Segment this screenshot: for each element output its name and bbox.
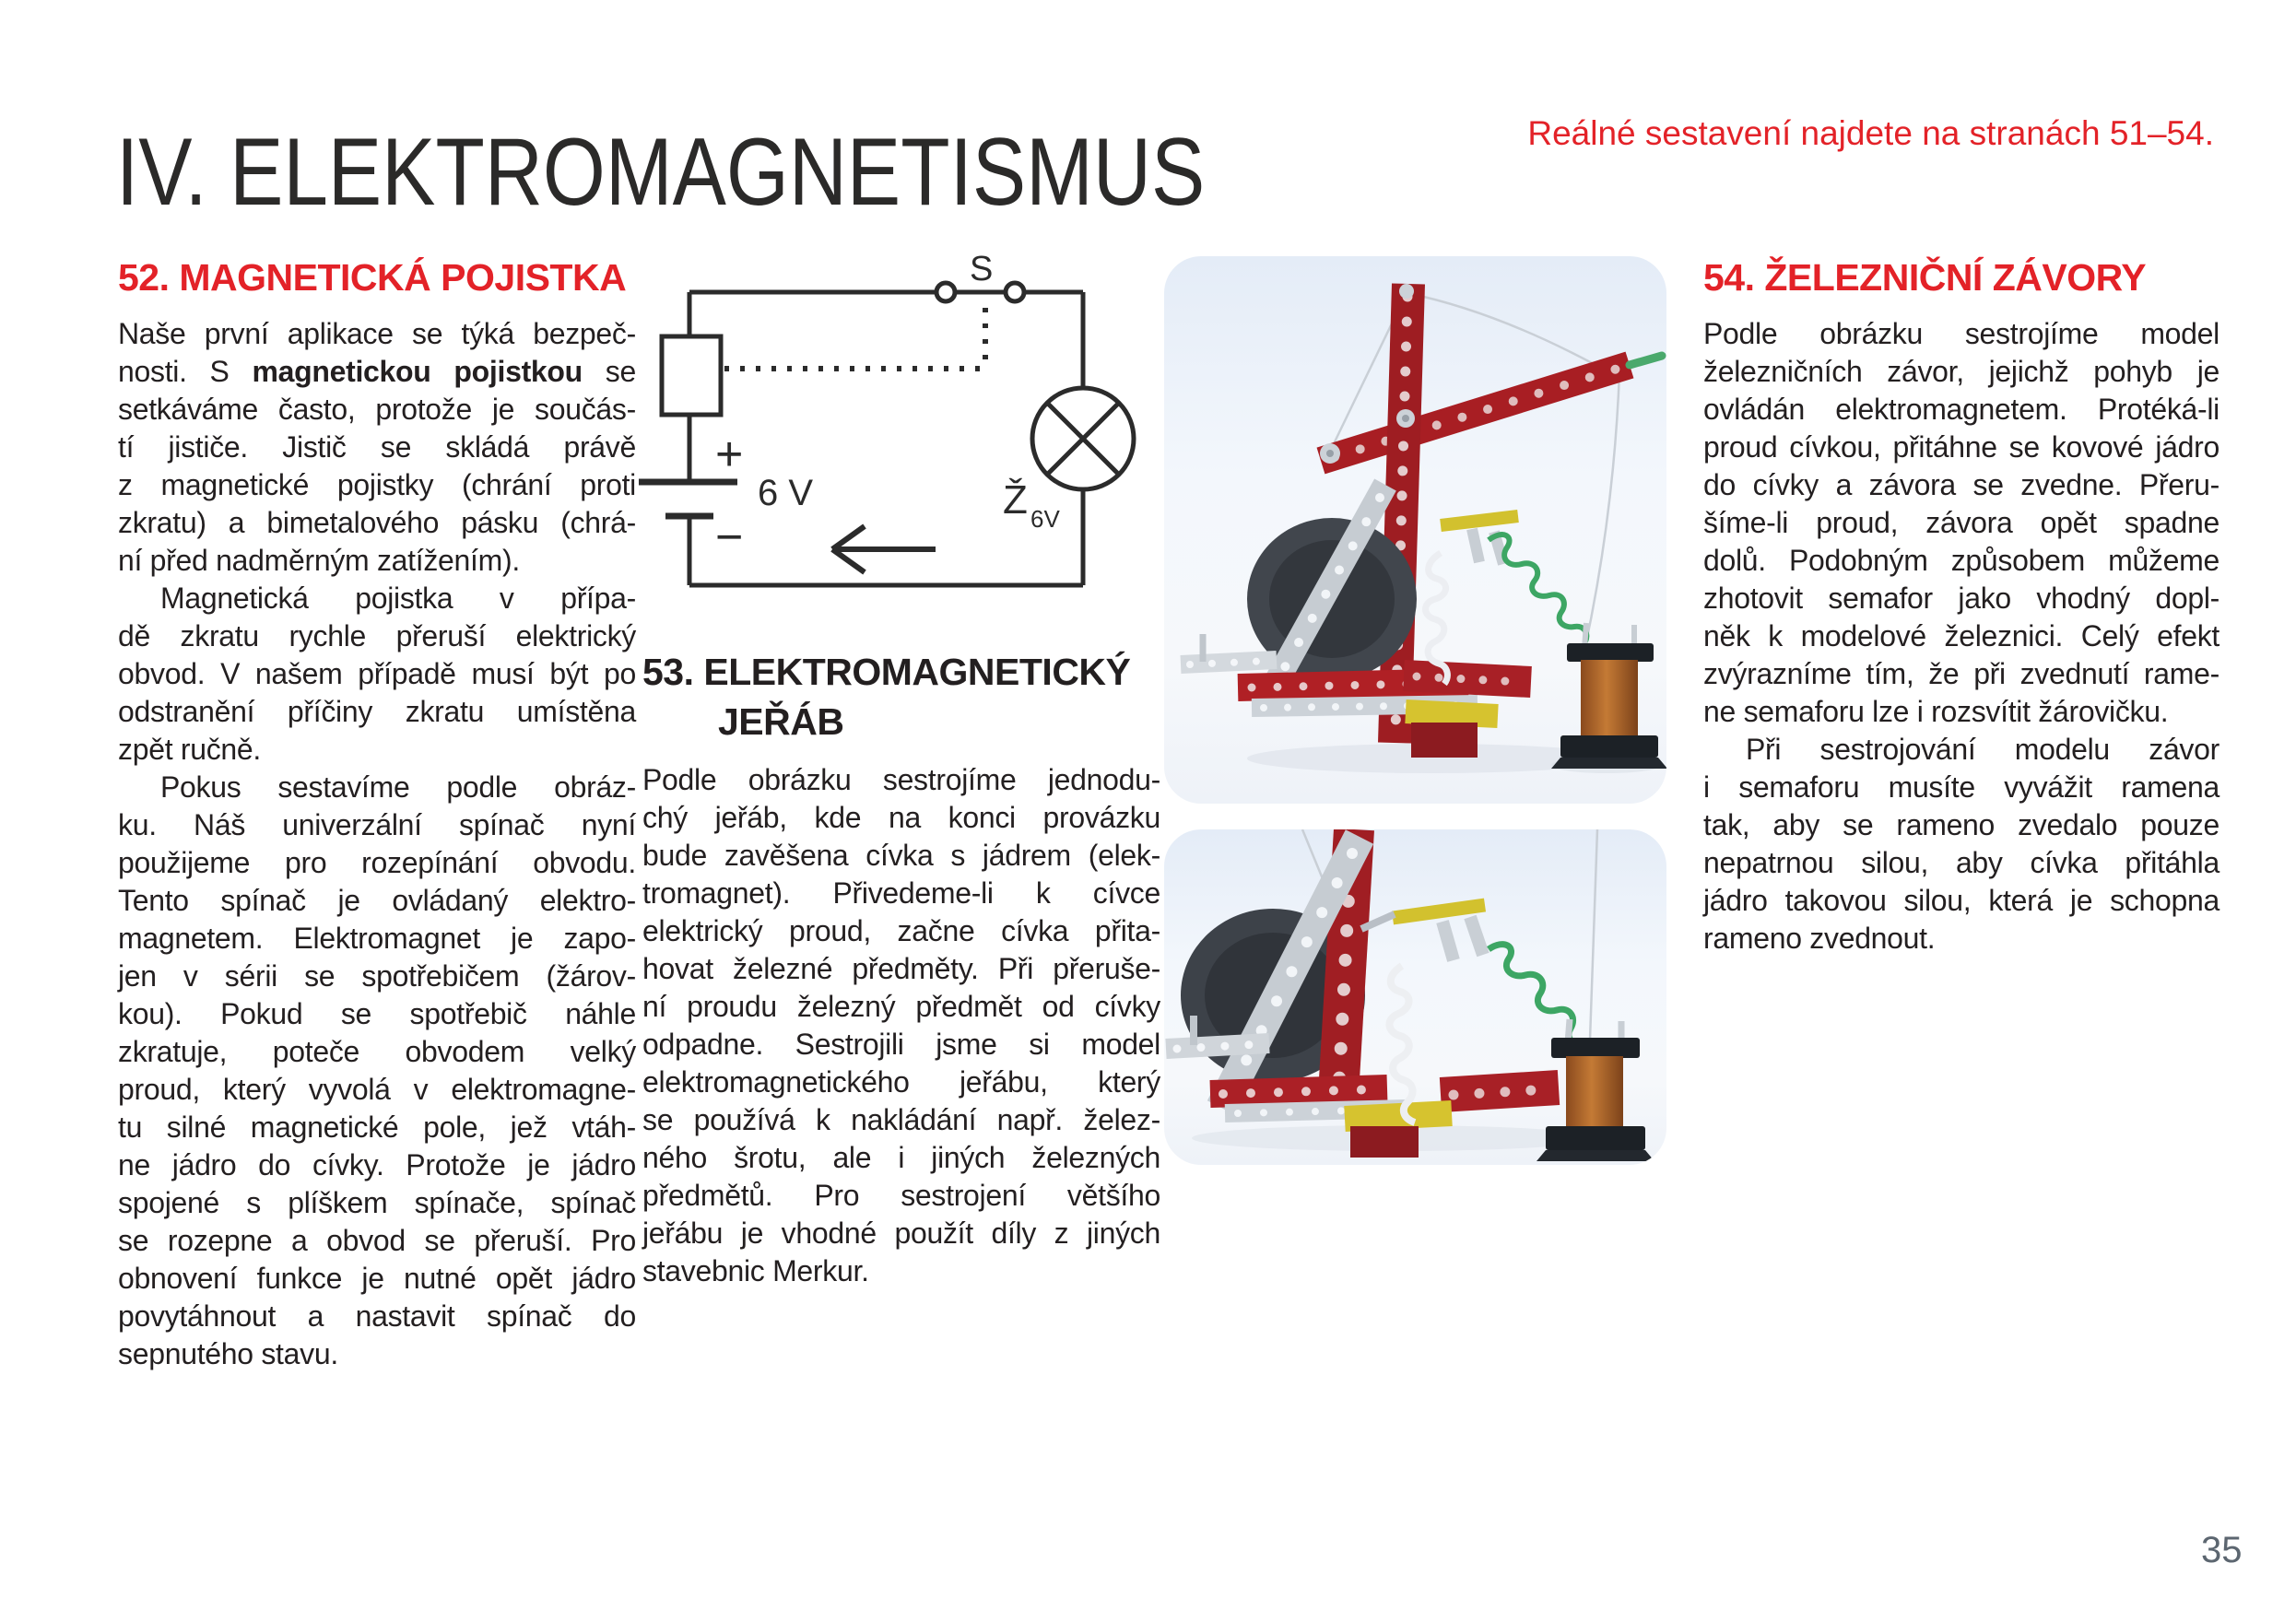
base-strip-left [1181, 660, 1277, 664]
yellow-plate [1406, 711, 1498, 716]
bold-text-segment: magnetickou pojistkou [252, 355, 583, 388]
text-line: setkáváme často, protože je součás- [118, 393, 636, 426]
text-line: bude zavěšena cívka s jádrem (elek- [642, 839, 1160, 872]
text-line: obnovení funkce je nutné opět jádro [118, 1262, 636, 1295]
base-strip-left [1166, 1043, 1269, 1049]
section-53-heading-line1: 53. ELEKTROMAGNETICKÝ [642, 651, 1131, 693]
text-line: předmětů. Pro sestrojení většího [642, 1179, 1160, 1212]
text-line: jádro takovou silou, která je schopna [1703, 884, 2219, 917]
red-plate [1404, 676, 1531, 682]
text-line: chý jeřáb, kde na konci provázku [642, 801, 1160, 834]
current-arrow-icon [832, 526, 936, 572]
circuit-diagram [636, 232, 1154, 629]
text-line: Pokus sestavíme podle obráz- [160, 770, 636, 804]
text-line: ní proudu železný předmět od cívky [642, 990, 1160, 1023]
text-line: sepnutého stavu. [118, 1337, 338, 1370]
text-line: tí jističe. Jistič se skládá právě [118, 430, 636, 464]
text-line: magnetem. Elektromagnet je zapo- [118, 922, 636, 955]
fuse-coil-symbol [662, 336, 721, 415]
text-line: jen v sérii se spotřebičem (žárov- [118, 959, 636, 993]
text-line: i semaforu musíte vyvážit ramena [1703, 770, 2219, 804]
text-line: použijeme pro rozepínání obvodu. [118, 846, 636, 879]
text-line: Naše první aplikace se týká bezpeč- [118, 317, 636, 350]
paragraph [1703, 315, 2219, 731]
text-line: Tento spínač je ovládaný elektro- [118, 884, 636, 917]
electromagnet-coil [1551, 623, 1666, 769]
text-line: zhotovit semafor jako vhodný dopl- [1703, 582, 2219, 615]
text-segment: se [582, 355, 636, 388]
page-number: 35 [2201, 1530, 2243, 1570]
text-line: zpět ručně. [118, 733, 262, 766]
text-line: ovládán elektromagnetem. Protéká-li [1703, 393, 2219, 426]
section-54-heading: 54. ŽELEZNIČNÍ ZÁVORY [1703, 256, 2147, 299]
text-line: Magnetická pojistka v přípa- [160, 582, 636, 615]
text-line: odstranění příčiny zkratu umístěna [118, 695, 636, 728]
text-line: jeřábu je vhodné použít díly z jiných [642, 1216, 1160, 1250]
text-line: něk k modelové železnici. Celý efekt [1703, 619, 2219, 652]
battery-minus-label: − [715, 511, 744, 564]
lamp-label-sub: 6V [1030, 505, 1060, 533]
text-line: elektrický proud, začne cívka přita- [642, 914, 1160, 947]
section-53-heading [642, 647, 1130, 746]
text-line: do cívky a závora se zvedne. Přeru- [1703, 468, 2219, 501]
crane-closeup-illustration [1164, 829, 1666, 1165]
text-line [118, 353, 636, 391]
text-line: kou). Pokud se spotřebič náhle [118, 997, 636, 1030]
lamp-symbol [1032, 388, 1134, 489]
text-line: nepatrnou silou, aby cívka přitáhla [1703, 846, 2219, 879]
text-line: ne jádro do cívky. Protože je jádro [118, 1148, 636, 1181]
red-channel-foot [1411, 723, 1478, 758]
text-line: elektromagnetického jeřábu, který [642, 1065, 1160, 1099]
text-line: Podle obrázku sestrojíme model [1703, 317, 2219, 350]
text-line: zkratuje, poteče obvodem velký [118, 1035, 636, 1068]
section-52-body [118, 315, 636, 1373]
text-segment: nosti. S [118, 355, 253, 388]
text-line: z magnetické pojistky (chrání proti [118, 468, 636, 501]
switch-label: S [970, 250, 994, 288]
section-53-body [642, 761, 1160, 1290]
contact-spring [1442, 922, 1454, 960]
jib-beam [1321, 365, 1630, 461]
text-line: se používá k nakládání např. želez- [642, 1103, 1160, 1136]
white-coiled-wire [1389, 966, 1415, 1122]
text-line: ní před nadměrným zatížením). [118, 544, 520, 577]
paragraph [642, 761, 1160, 1290]
text-line: rameno zvednout. [1703, 922, 1936, 955]
text-line: stavebnic Merkur. [642, 1254, 869, 1287]
paragraph [118, 315, 636, 580]
text-line: hovat železné předměty. Při přeruše- [642, 952, 1160, 985]
text-line: Při sestrojování modelu závor [1746, 733, 2219, 766]
lamp-label: Ž [1003, 477, 1028, 523]
crane-model-illustration [1164, 256, 1666, 804]
text-line: ku. Náš univerzální spínač nyní [118, 808, 636, 841]
text-line: obvod. V našem případě musí být po [118, 657, 636, 690]
text-line: Podle obrázku sestrojíme jednodu- [642, 763, 1160, 796]
battery-plus-label: + [715, 428, 744, 481]
page-title: IV. ELEKTROMAGNETISMUS [116, 119, 1206, 226]
text-line: odpadne. Sestrojili jsme si model [642, 1028, 1160, 1061]
text-line: spojené s plíškem spínače, spínač [118, 1186, 636, 1219]
contact-spring [1470, 917, 1483, 955]
text-line: šíme-li proud, závora opět spadne [1703, 506, 2219, 539]
section-53-heading-line2: JEŘÁB [718, 700, 844, 743]
paragraph [118, 580, 636, 769]
reference-note: Reálné sestavení najdete na stranách 51–54. [1527, 114, 2214, 152]
text-line: zkratu) a bimetalového pásku (chrá- [118, 506, 636, 539]
text-line: ne semaforu lze i rozsvítit žárovičku. [1703, 695, 2169, 728]
section-52-heading: 52. MAGNETICKÁ POJISTKA [118, 256, 627, 299]
text-line: zvýrazníme tím, že při zvednutí rame- [1703, 657, 2219, 690]
text-line: proud cívkou, přitáhne se kovové jádro [1703, 430, 2219, 464]
yellow-contact-strip [1441, 516, 1518, 525]
battery-voltage-label: 6 V [758, 473, 814, 513]
jib-green-tip [1630, 356, 1662, 365]
paragraph [118, 769, 636, 1373]
paragraph [1703, 731, 2219, 958]
dotted-linkage [724, 308, 985, 369]
text-line: ného šrotu, ale i jiných železných [642, 1141, 1160, 1174]
text-line: proud, který vyvolá v elektromagne- [118, 1073, 636, 1106]
text-line: tu silné magnetické pole, jež vtáh- [118, 1111, 636, 1144]
yellow-contact-strip [1393, 905, 1485, 918]
section-54-body [1703, 315, 2219, 958]
text-line: železničních závor, jejichž pohyb je [1703, 355, 2219, 388]
merkur-crane-closeup-photo [1164, 829, 1666, 1165]
text-line: dě zkratu rychle přeruší elektrický [118, 619, 636, 652]
text-line: tak, aby se rameno zvedalo pouze [1703, 808, 2219, 841]
merkur-crane-model-photo [1164, 256, 1666, 804]
text-line: povytáhnout a nastavit spínač do [118, 1299, 636, 1333]
red-channel-foot [1350, 1126, 1419, 1158]
yellow-plate [1345, 1113, 1452, 1119]
text-line: tromagnet). Přivedeme-li k cívce [642, 876, 1160, 910]
green-coiled-wire [1489, 535, 1586, 641]
contact-spring [1472, 529, 1479, 562]
text-line: se rozepne a obvod se přeruší. Pro [118, 1224, 636, 1257]
text-line: dolů. Podobným způsobem můžeme [1703, 544, 2219, 577]
